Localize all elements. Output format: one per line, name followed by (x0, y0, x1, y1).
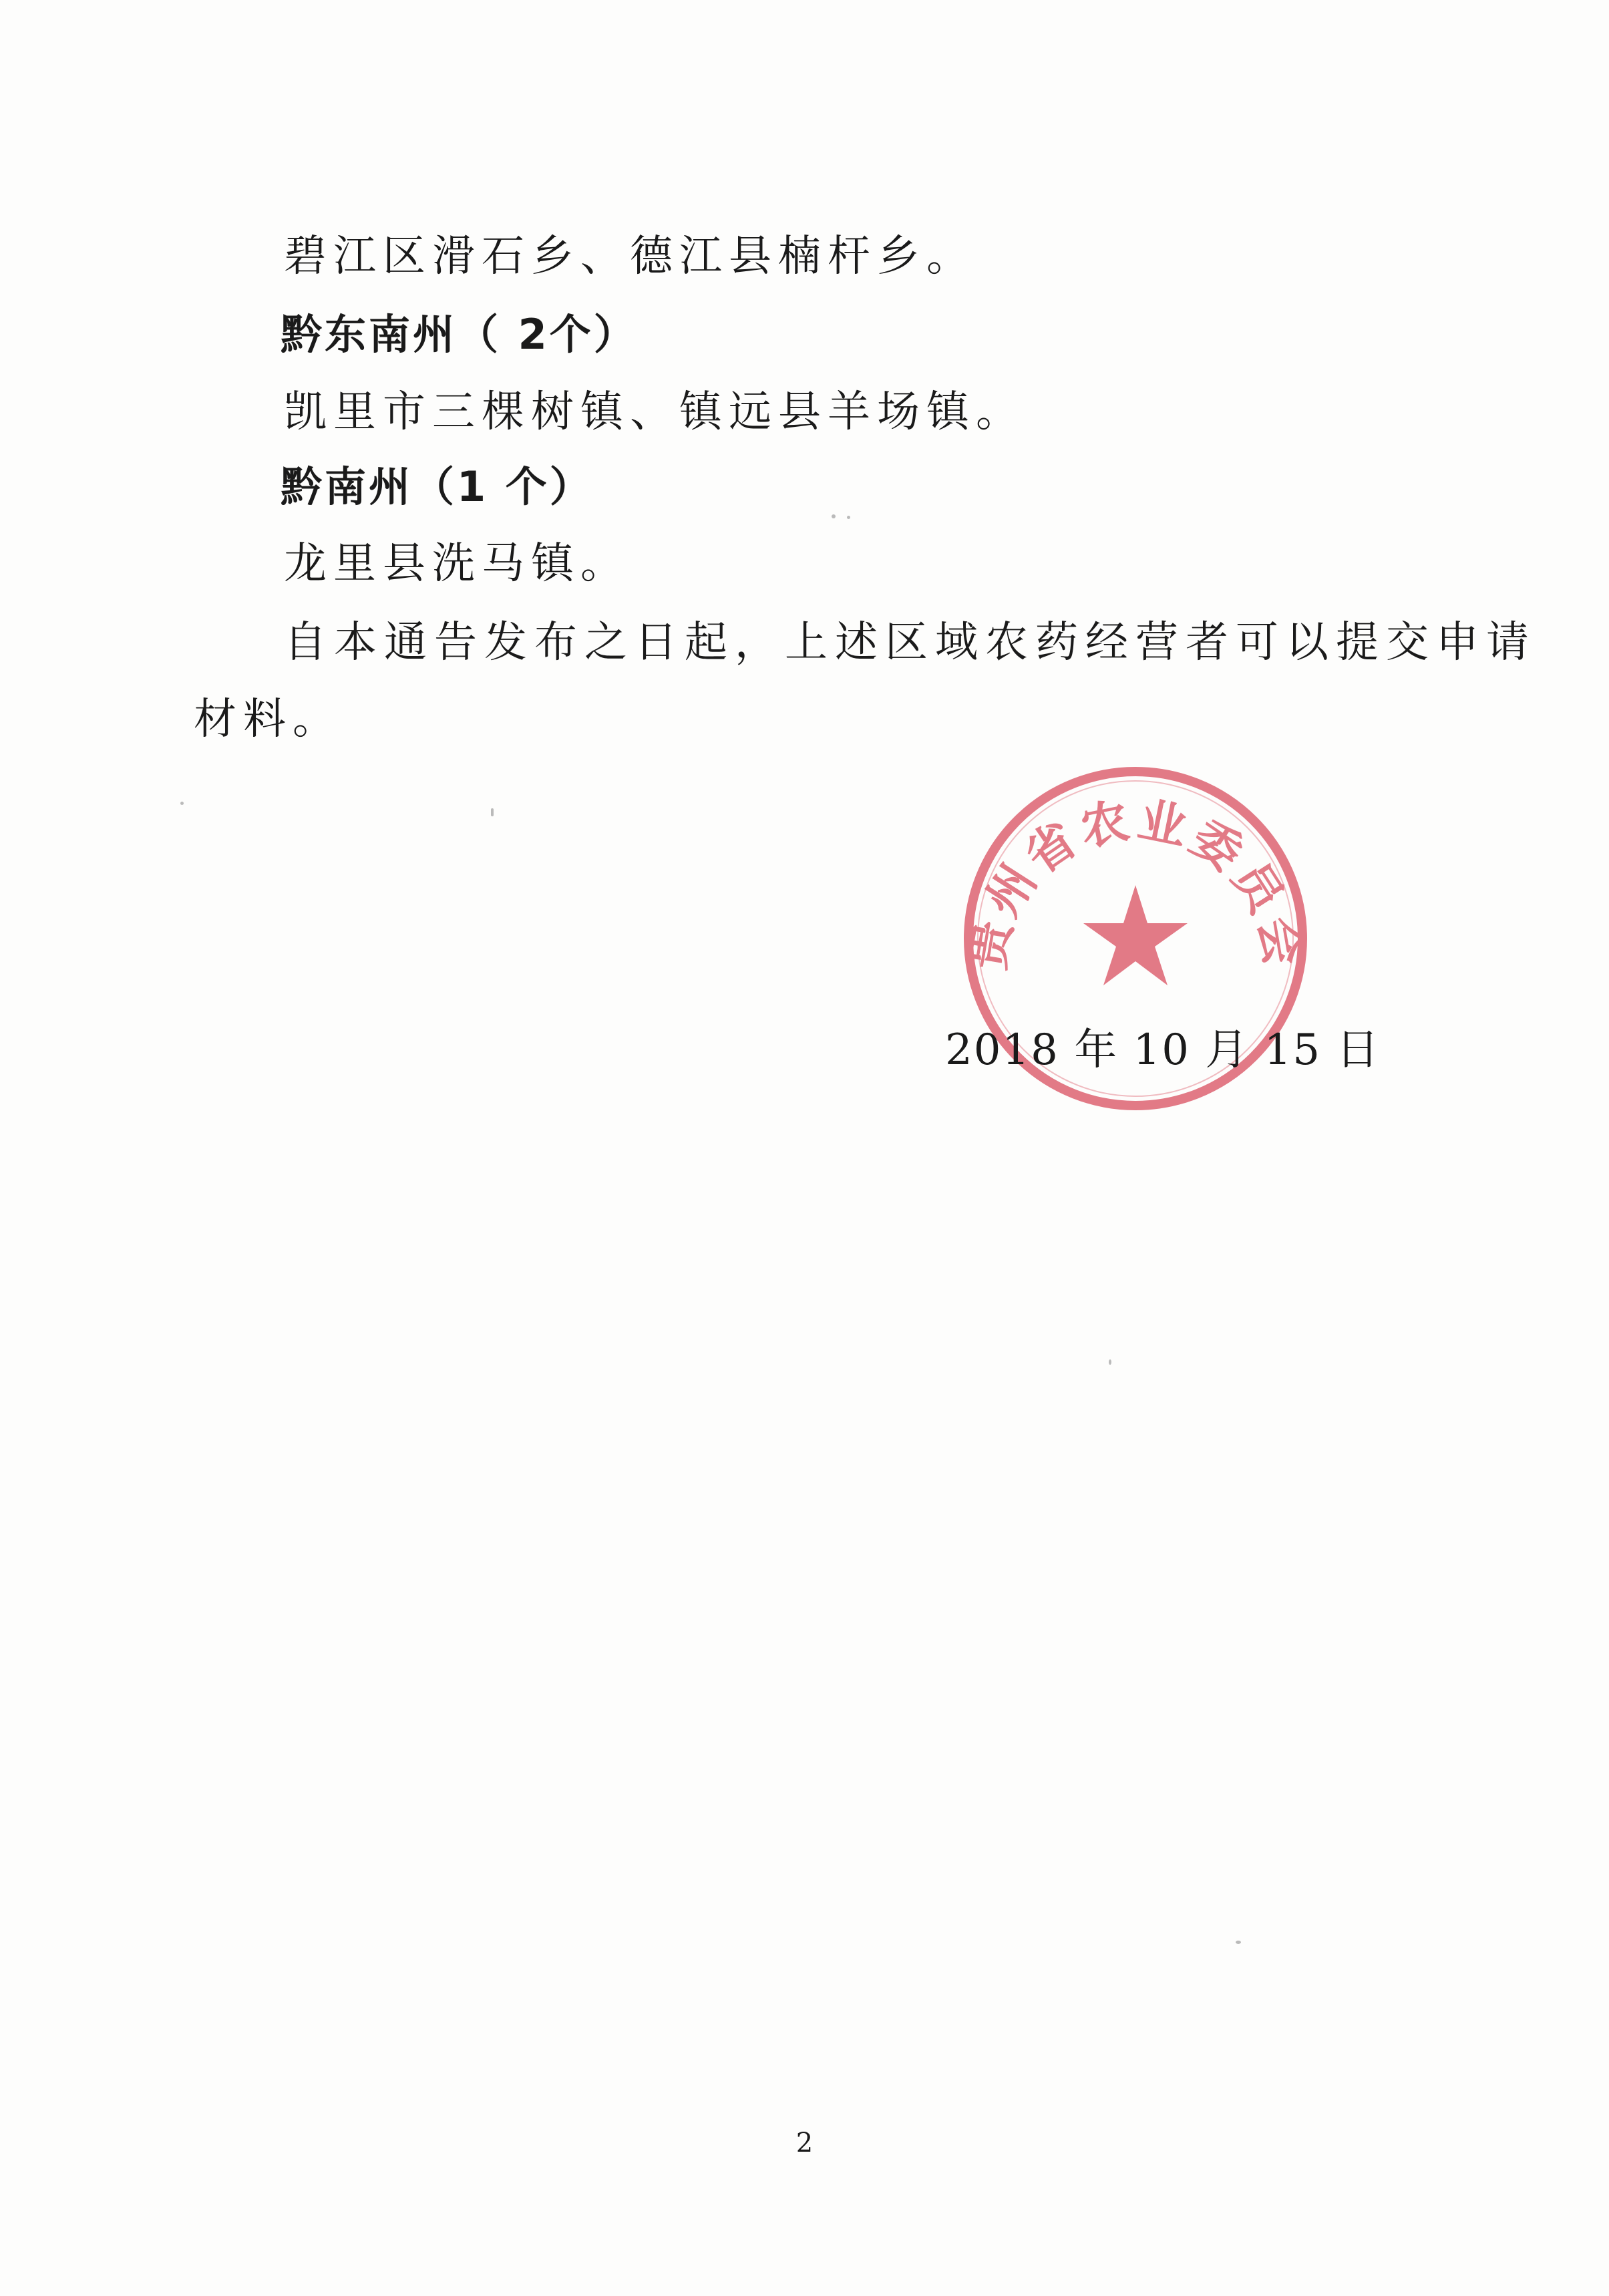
body-paragraph-line: 自本通告发布之日起，上述区域农药经营者可以提交申请 (284, 618, 1536, 667)
body-paragraph-continuation: 材料。 (194, 695, 342, 744)
scan-speck (491, 808, 494, 816)
scan-speck (832, 514, 836, 518)
body-line-1: 碧江区滑石乡、德江县楠杆乡。 (284, 232, 976, 281)
scan-speck (1236, 1941, 1241, 1944)
issue-date: 2018 年 10 月 15 日 (945, 1025, 1381, 1075)
body-line-3: 凯里市三棵树镇、镇远县羊场镇。 (284, 387, 1025, 437)
scan-speck (180, 802, 184, 805)
scan-speck (847, 516, 850, 519)
page-number: 2 (795, 2128, 814, 2158)
section-heading-qiandongnan: 黔东南州（ 2个） (281, 310, 638, 359)
section-heading-qiannan: 黔南州（1 个） (281, 462, 594, 511)
star-icon (1083, 885, 1188, 985)
body-line-5: 龙里县洗马镇。 (284, 539, 630, 589)
scan-speck (1109, 1359, 1111, 1365)
seal-text: 贵州省农业委员会 (958, 790, 1313, 974)
